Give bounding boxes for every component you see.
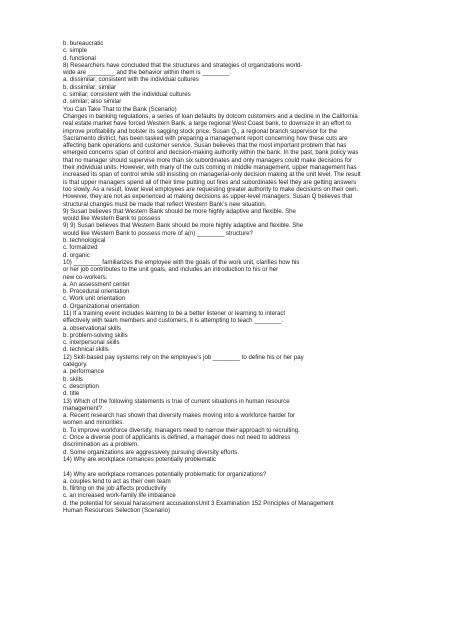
text-line: d. similar; also similar xyxy=(63,98,122,106)
text-line: discrimination as a problem. xyxy=(63,441,139,449)
text-line: 8) Researchers have concluded that the structures and strategies of organizations world- xyxy=(63,61,303,69)
text-line: b. technological xyxy=(63,237,106,245)
text-line: d. organic xyxy=(63,251,90,259)
text-line: a. performance xyxy=(63,368,104,376)
text-line: Changes in banking regulations, a series of loan defaults by dotcom customers and a decline in the California xyxy=(63,112,358,120)
text-line: management? xyxy=(63,404,102,412)
text-line: their individual units. However, with many of the cuts coming in middle management, upper management has xyxy=(63,164,357,172)
text-line: category. xyxy=(63,361,88,369)
text-line: 9) 9) Susan believes that Western Bank should be more highly adaptive and flexible. She xyxy=(63,222,304,230)
text-line: new co-workers. xyxy=(63,273,108,281)
text-line: b. skills xyxy=(63,375,83,383)
document-page xyxy=(63,40,403,514)
text-line: 9) Susan believes that Western Bank should be more highly adaptive and flexible. She xyxy=(63,207,296,215)
text-line: d. technical skills xyxy=(63,346,109,354)
text-line: d. title xyxy=(63,390,80,398)
text-line: c. Work unit orientation xyxy=(63,295,126,303)
text-line: c. formalized xyxy=(63,244,98,252)
text-line: c. similar; consistent with the individual cultures xyxy=(63,91,191,99)
text-line: d. the potential for sexual harassment accusationsUnit 3 Examination 152 Principles of Management xyxy=(63,499,334,507)
text-line: d. Organizational orientation xyxy=(63,302,140,310)
text-line: or her job contributes to the unit goals, and includes an introduction to his or her xyxy=(63,266,279,274)
text-line: Human Resources Selection (Scenario) xyxy=(63,507,171,514)
text-line: c. an increased work-family life imbalance xyxy=(63,492,176,500)
text-line: effectively with team members and customers, it is attempting to teach ________. xyxy=(63,317,284,325)
text-line: affecting bank operations and customer service. Susan believes that the most important problem that has xyxy=(63,142,347,150)
text-line: You Can Take That to the Bank (Scenario) xyxy=(63,105,177,113)
text-line: a. couples tend to act as their own team xyxy=(63,477,171,485)
text-line: too slowly. As a result, lower level employees are requesting greater authority to make decisions on their own. xyxy=(63,185,359,193)
text-line: would like Western Bank to possess more of a(n) ________ structure? xyxy=(63,229,253,237)
text-line: that no manager should supervise more than six subordinates and only managers could make decisions for xyxy=(63,156,352,164)
text-line: real estate market have forced Western Bank, a large regional West Coast bank, to downsize in an effort to xyxy=(63,120,352,128)
text-line: 14) Why are workplace romances potentially problematic for organizations? xyxy=(63,470,267,478)
text-line: c. interpersonal skills xyxy=(63,339,120,347)
text-line: 13) Which of the following statements is true of current situations in human resource xyxy=(63,397,290,405)
text-line: c. description xyxy=(63,382,99,390)
text-line: a. observational skills xyxy=(63,324,121,332)
text-line: improve profitability and bolster its sagging stock price. Susan Q., a regional branch supervisor for the xyxy=(63,127,338,135)
text-line: emerged concerns span of control and decision-making authority within the bank. In the past, bank policy was xyxy=(63,149,359,157)
text-line: d. Some organizations are aggressively pursuing diversity efforts. xyxy=(63,448,240,456)
text-line: is that upper managers spend all of their time putting out fires and subordinates feel they are getting answers xyxy=(63,178,357,186)
text-line: 11) If a training event includes learning to be a better listener or learning to interact xyxy=(63,309,286,317)
text-line: a. An assessment center xyxy=(63,280,130,288)
text-line: 12) Skill-based pay systems rely on the employee’s job ________ to define his or her pay xyxy=(63,353,304,361)
text-line: b. flirting on the job affects productivity xyxy=(63,485,167,493)
text-line: women and minorities. xyxy=(63,419,124,427)
text-line: b. Procedural orientation xyxy=(63,288,130,296)
text-line: increased its span of control while still insisting on managerial-only decision making at the unit level. The result xyxy=(63,171,361,179)
text-line: Sacramento district, has been tasked with preparing a management report concerning how these cuts are xyxy=(63,134,348,142)
text-line: c. Once a diverse pool of applicants is defined, a manager does not need to address xyxy=(63,434,291,442)
text-line: b. To improve workforce diversity, managers need to narrow their approach to recruiting. xyxy=(63,426,300,434)
text-line: structural changes must be made that reflect Western Bank’s new situation. xyxy=(63,200,267,208)
text-line: d. functional xyxy=(63,54,96,62)
text-line: 14) Why are workplace romances potentially problematic xyxy=(63,455,217,463)
text-line: a. dissimilar; consistent with the individual cultures xyxy=(63,76,199,84)
blank-line xyxy=(63,463,403,470)
text-line: c. simple xyxy=(63,47,88,55)
text-line: wide are ________ and the behavior within them is ________. xyxy=(63,69,232,77)
text-line: However, they are not as experienced at making decisions as upper-level managers. Susan Q believes that xyxy=(63,193,353,201)
text-line: b. dissimilar; similar xyxy=(63,83,117,91)
text-line: a. Recent research has shown that diversity makes moving into a workforce harder for xyxy=(63,412,296,420)
text-line: would like Western Bank to possess xyxy=(63,215,161,223)
text-line: b. problem-solving skills xyxy=(63,331,128,339)
text-line: 10) ________ familiarizes the employee with the goals of the work unit, clarifies how his xyxy=(63,258,300,266)
text-line: b. bureaucratic xyxy=(63,40,104,47)
